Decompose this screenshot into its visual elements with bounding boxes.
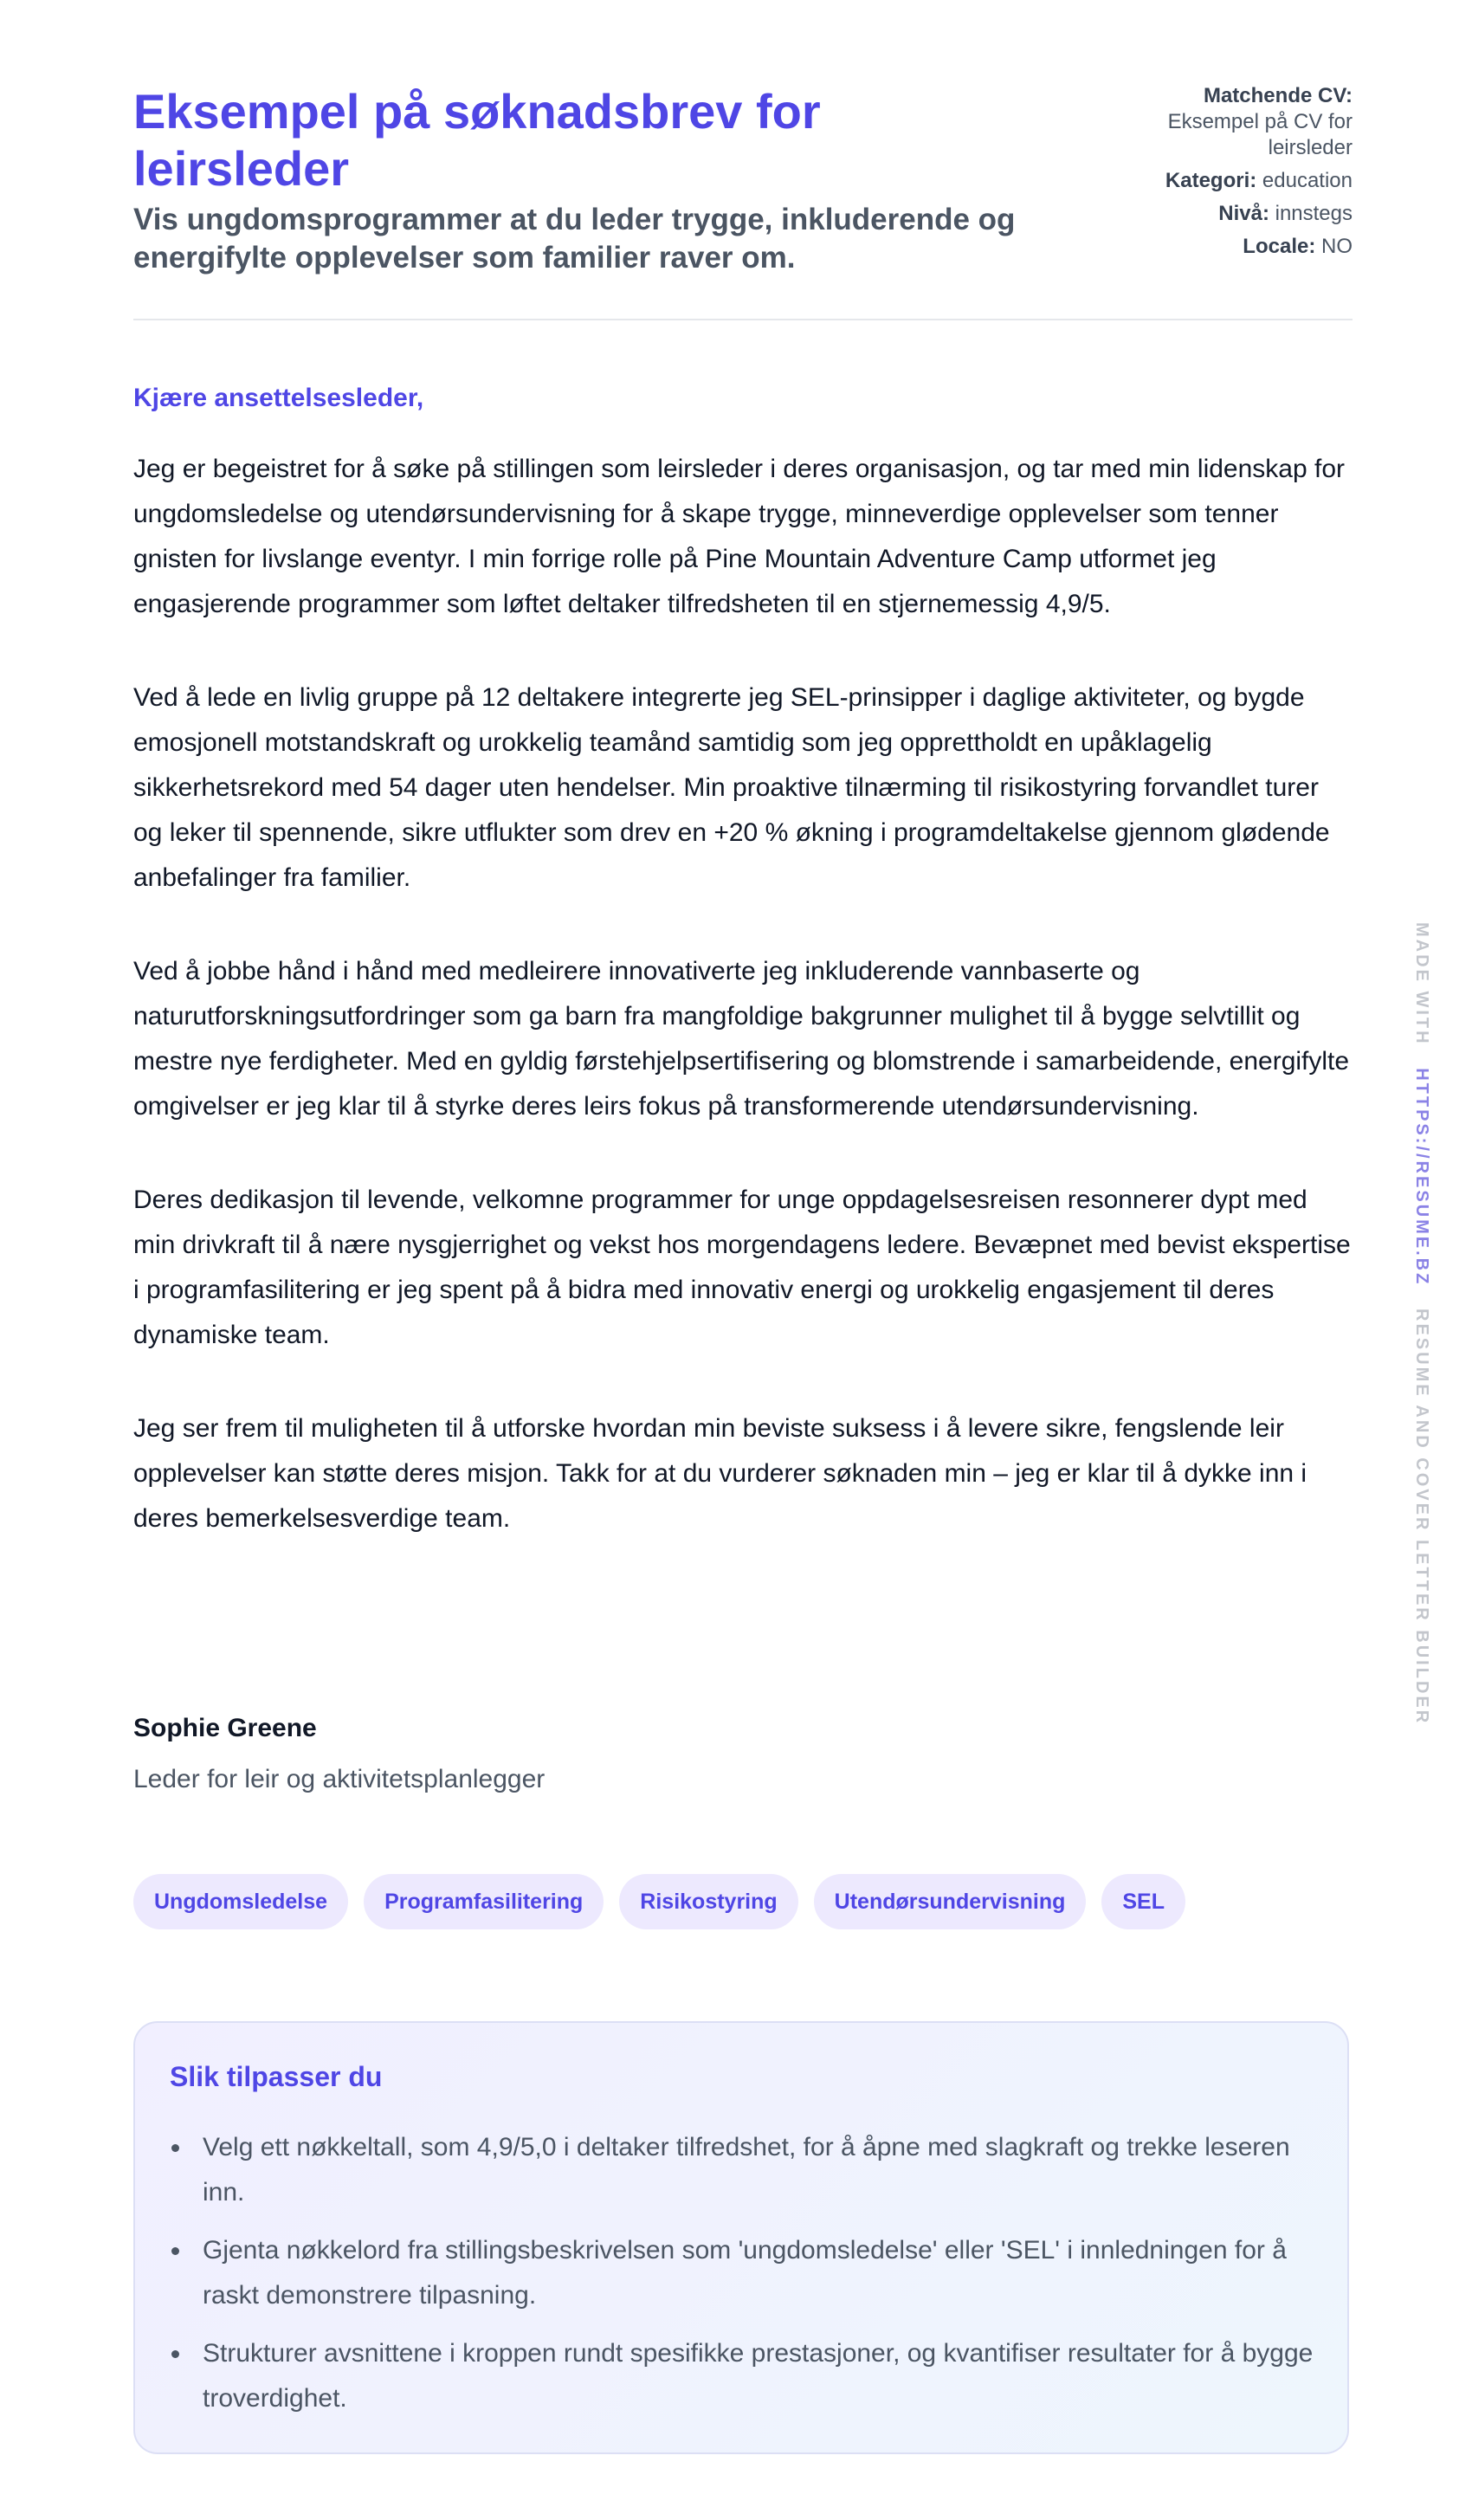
letter-paragraph: Ved å lede en livlig gruppe på 12 deltakere integrerte jeg SEL-prinsipper i daglige aktiviteter, og bygde emosjonell motstandskraft og urokkelig teamånd samtidig som jeg opprettholdt en upåklagelig sikkerhetsrekord med 54 dager uten hendelser. Min proaktive tilnærming til risikostyring forvandlet turer og leker til spennende, sikre utflukter som drev en +20 % økning i programdeltakelse gjennom glødende anbefalinger fra familier. xyxy=(133,683,1330,892)
meta-cv-link[interactable]: Eksempel på CV for leirsleder xyxy=(1167,110,1353,159)
tips-list xyxy=(170,2125,1328,2434)
skill-tags xyxy=(133,1874,1185,1929)
letter-greeting: Kjære ansettelsesleder, xyxy=(133,384,424,412)
page-subtitle: Vis ungdomsprogrammer at du leder trygge, inkluderende og energifylte opplevelser som familier raver om. xyxy=(133,203,1016,275)
tip-text: Gjenta nøkkelord fra stillingsbeskrivelsen som 'ungdomsledelse' eller 'SEL' i innledningen for å raskt demonstrere tilpasning. xyxy=(203,2236,1287,2310)
meta-panel xyxy=(1093,83,1353,267)
meta-level xyxy=(1093,201,1353,227)
meta-cv-label: Matchende CV: xyxy=(1203,84,1353,107)
meta-locale-value: NO xyxy=(1321,235,1353,258)
vertical-branding xyxy=(1406,922,1437,1726)
letter-paragraph: Ved å jobbe hånd i hånd med medleirere innovativerte jeg inkluderende vannbaserte og naturutforskningsutfordringer som ga barn fra mangfoldige bakgrunner mulighet til å bygge selvtillit og mestre nye ferdigheter. Med en gyldig førstehjelpsertifisering og blomstrende i samarbeidende, energifylte omgivelser er jeg klar til å styrke deres leirs fokus på transformerende utendørsundervisning. xyxy=(133,957,1350,1121)
tips-box xyxy=(133,2021,1349,2454)
bullet-icon xyxy=(171,2350,179,2358)
letter-body xyxy=(133,447,1353,1590)
tip-item xyxy=(203,2125,1328,2215)
meta-locale xyxy=(1093,234,1353,260)
tips-title: Slik tilpasser du xyxy=(170,2061,383,2092)
page-title: Eksempel på søknadsbrev for leirsleder xyxy=(133,84,821,196)
letter-paragraph: Jeg ser frem til muligheten til å utforske hvordan min beviste suksess i å levere sikre, fengslende leir opplevelser kan støtte deres misjon. Takk for at du vurderer søknaden min – jeg er klar til å dykke inn i deres bemerkelsesverdige team. xyxy=(133,1414,1307,1533)
meta-category-value: education xyxy=(1262,169,1353,192)
meta-category-label: Kategori: xyxy=(1165,169,1257,192)
tip-text: Strukturer avsnittene i kroppen rundt spesifikke prestasjoner, og kvantifiser resultater for å bygge troverdighet. xyxy=(203,2339,1314,2413)
signature-name: Sophie Greene xyxy=(133,1714,317,1742)
branding-link[interactable]: HTTPS://RESUME.BZ xyxy=(1412,1068,1431,1287)
branding-text xyxy=(1406,922,1437,1726)
branding-tagline: RESUME AND COVER LETTER BUILDER xyxy=(1412,1308,1431,1726)
skill-tag: Ungdomsledelse xyxy=(133,1874,348,1929)
letter-page xyxy=(133,0,1353,2413)
letter-paragraph: Deres dedikasjon til levende, velkomne programmer for unge oppdagelsesreisen resonnerer dypt med min drivkraft til å nære nysgjerrighet og vekst hos morgendagens ledere. Bevæpnet med bevist ekspertise i programfasilitering er jeg spent på å bidra med innovativ energi og urokkelig engasjement til deres dynamiske team. xyxy=(133,1186,1351,1349)
skill-tag: Risikostyring xyxy=(619,1874,797,1929)
meta-locale-label: Locale: xyxy=(1243,235,1316,258)
signature-role: Leder for leir og aktivitetsplanlegger xyxy=(133,1765,546,1793)
tip-item xyxy=(203,2228,1328,2318)
page-header xyxy=(133,0,1353,320)
meta-category xyxy=(1093,168,1353,194)
meta-cv xyxy=(1093,83,1353,161)
meta-level-label: Nivå: xyxy=(1218,202,1269,225)
skill-tag: SEL xyxy=(1101,1874,1185,1929)
skill-tag: Programfasilitering xyxy=(364,1874,604,1929)
tip-item xyxy=(203,2331,1328,2421)
letter-paragraph: Jeg er begeistret for å søke på stillingen som leirsleder i deres organisasjon, og tar med min lidenskap for ungdomsledelse og utendørsundervisning for å skape trygge, minneverdige opplevelser som tenner gnisten for livslange eventyr. I min forrige rolle på Pine Mountain Adventure Camp utformet jeg engasjerende programmer som løftet deltaker tilfredsheten til en stjernemessig 4,9/5. xyxy=(133,455,1346,618)
bullet-icon xyxy=(171,2144,179,2152)
bullet-icon xyxy=(171,2247,179,2255)
branding-made-with: MADE WITH xyxy=(1412,922,1431,1046)
tip-text: Velg ett nøkkeltall, som 4,9/5,0 i deltaker tilfredshet, for å åpne med slagkraft og trekke leseren inn. xyxy=(203,2133,1290,2207)
meta-level-value: innstegs xyxy=(1275,202,1353,225)
skill-tag: Utendørsundervisning xyxy=(814,1874,1087,1929)
